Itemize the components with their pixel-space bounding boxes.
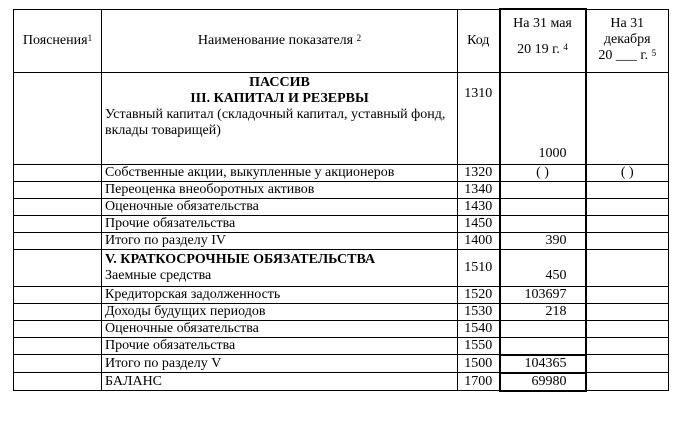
value-current-cell: 103697 xyxy=(500,287,586,304)
header-row xyxy=(14,9,669,73)
table-row xyxy=(14,304,669,321)
table-row-capital xyxy=(14,73,669,165)
table-row xyxy=(14,165,669,182)
code-cell: 1500 xyxy=(458,355,500,373)
indicator-label: Итого по разделу IV xyxy=(102,233,458,250)
code-cell: 1400 xyxy=(458,233,500,250)
code-cell: 1530 xyxy=(458,304,500,321)
code-cell: 1450 xyxy=(458,216,500,233)
notes-cell xyxy=(14,233,102,250)
value-previous-cell xyxy=(586,321,669,338)
notes-cell xyxy=(14,355,102,373)
liabilities-title: ПАССИВ xyxy=(249,75,310,90)
value-previous-cell xyxy=(586,233,669,250)
value-previous-cell xyxy=(586,199,669,216)
value-current-cell xyxy=(500,199,586,216)
table-row-balance xyxy=(14,373,669,391)
table-row-short-term xyxy=(14,250,669,287)
short-term-section-cell xyxy=(102,250,458,287)
table-row-total-v xyxy=(14,355,669,373)
notes-cell xyxy=(14,216,102,233)
capital-section-cell xyxy=(102,73,458,165)
notes-cell xyxy=(14,250,102,287)
code-cell: 1700 xyxy=(458,373,500,391)
code-cell: 1510 xyxy=(458,250,500,287)
value-current-cell: 450 xyxy=(500,250,586,287)
code-cell: 1550 xyxy=(458,338,500,355)
value-current-cell: 218 xyxy=(500,304,586,321)
indicator-label: Прочие обязательства xyxy=(102,216,458,233)
indicator-label: Доходы будущих периодов xyxy=(102,304,458,321)
value-previous-cell xyxy=(586,355,669,373)
header-date-current: На 31 мая 20 19 г. $^4$ xyxy=(500,9,586,73)
value-current-cell: 390 xyxy=(500,233,586,250)
value-current-cell: 1000 xyxy=(500,73,586,165)
header-date-previous: На 31 декабря 20 ___ г. $^5$ xyxy=(586,9,669,73)
value-current-cell: 69980 xyxy=(500,373,586,391)
code-cell: 1310 xyxy=(458,73,500,165)
value-previous-cell xyxy=(586,304,669,321)
code-cell: 1320 xyxy=(458,165,500,182)
value-current-cell: 104365 xyxy=(500,355,586,373)
value-previous-cell xyxy=(586,73,669,165)
table-row xyxy=(14,182,669,199)
capital-reserves-title: III. КАПИТАЛ И РЕЗЕРВЫ xyxy=(190,91,369,106)
code-cell: 1520 xyxy=(458,287,500,304)
notes-cell xyxy=(14,373,102,391)
value-current-cell: ( ) xyxy=(500,165,586,182)
header-notes: Пояснения$^1$ xyxy=(14,9,102,73)
value-previous-cell xyxy=(586,216,669,233)
indicator-label: Оценочные обязательства xyxy=(102,321,458,338)
indicator-label: Переоценка внеоборотных активов xyxy=(102,182,458,199)
value-previous-cell xyxy=(586,373,669,391)
value-current-cell xyxy=(500,182,586,199)
notes-cell xyxy=(14,287,102,304)
value-current-cell xyxy=(500,338,586,355)
balance-label: БАЛАНС xyxy=(102,373,458,391)
table-row-total-iv xyxy=(14,233,669,250)
value-current-cell xyxy=(500,216,586,233)
notes-cell xyxy=(14,338,102,355)
table-row xyxy=(14,199,669,216)
code-cell: 1540 xyxy=(458,321,500,338)
value-previous-cell xyxy=(586,287,669,304)
indicator-label: Собственные акции, выкупленные у акционеров xyxy=(102,165,458,182)
value-current-cell xyxy=(500,321,586,338)
notes-cell xyxy=(14,165,102,182)
header-code: Код xyxy=(458,9,500,73)
code-cell: 1430 xyxy=(458,199,500,216)
value-previous-cell xyxy=(586,182,669,199)
indicator-label: Оценочные обязательства xyxy=(102,199,458,216)
value-previous-cell: ( ) xyxy=(586,165,669,182)
notes-cell xyxy=(14,73,102,165)
table-row xyxy=(14,216,669,233)
notes-cell xyxy=(14,199,102,216)
value-previous-cell xyxy=(586,250,669,287)
table-row xyxy=(14,338,669,355)
short-term-liabilities-title: V. КРАТКОСРОЧНЫЕ ОБЯЗАТЕЛЬСТВА xyxy=(105,252,376,267)
authorized-capital-label: Уставный капитал (складочный капитал, уставный фонд, вклады товарищей) xyxy=(105,107,446,138)
notes-cell xyxy=(14,321,102,338)
value-previous-cell xyxy=(586,338,669,355)
indicator-label: Кредиторская задолженность xyxy=(102,287,458,304)
header-indicator-name: Наименование показателя $^2$ xyxy=(102,9,458,73)
code-cell: 1340 xyxy=(458,182,500,199)
notes-cell xyxy=(14,182,102,199)
balance-sheet-table xyxy=(13,8,669,392)
notes-cell xyxy=(14,304,102,321)
borrowed-funds-label: Заемные средства xyxy=(105,268,212,283)
table-row xyxy=(14,287,669,304)
indicator-label: Прочие обязательства xyxy=(102,338,458,355)
indicator-label: Итого по разделу V xyxy=(102,355,458,373)
table-row xyxy=(14,321,669,338)
